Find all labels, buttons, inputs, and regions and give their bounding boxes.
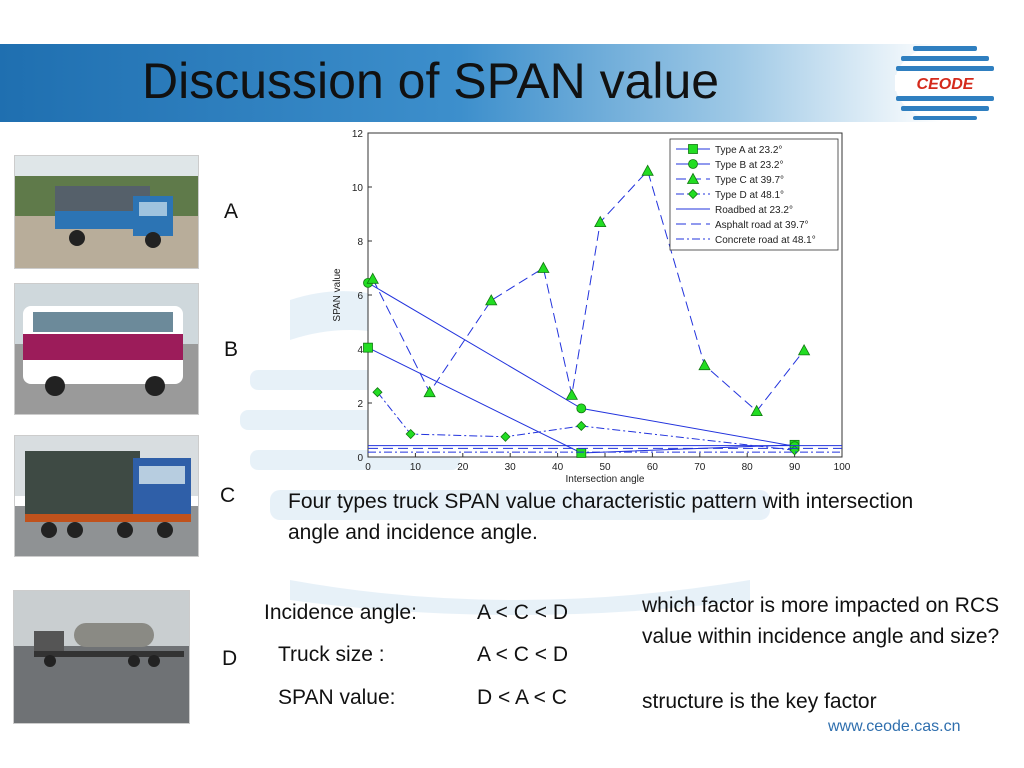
chart-svg <box>326 124 856 485</box>
truck-label-c: C <box>220 484 236 507</box>
y-tick-label: 12 <box>351 129 363 140</box>
x-tick-label: 100 <box>833 462 851 473</box>
figure-caption: Four types truck SPAN value characteristic pattern with intersection angle and incidence angle. <box>288 490 914 544</box>
x-tick-label: 0 <box>365 462 371 473</box>
x-tick-label: 20 <box>457 462 469 473</box>
span-value-chart <box>326 124 856 485</box>
comparison-label-size: Truck size : <box>278 643 385 666</box>
slide-title: Discussion of SPAN value <box>142 53 720 109</box>
truck-label-b: B <box>224 338 239 361</box>
truck-label-d: D <box>222 647 238 670</box>
truck-label-a: A <box>224 200 239 223</box>
legend-entry-3: Type D at 48.1° <box>715 190 785 201</box>
question-text: which factor is more impacted on RCS value within incidence angle and size? <box>642 594 1000 648</box>
x-tick-label: 90 <box>789 462 801 473</box>
legend-entry-2: Type C at 39.7° <box>715 175 785 186</box>
truck-a-photo <box>14 155 199 269</box>
x-tick-label: 80 <box>741 462 753 473</box>
legend-entry-1: Type B at 23.2° <box>715 160 784 171</box>
legend-entry-0: Type A at 23.2° <box>715 145 783 156</box>
comparison-value-span: D < A < C <box>477 686 567 709</box>
x-tick-label: 70 <box>694 462 706 473</box>
x-tick-label: 40 <box>552 462 564 473</box>
x-tick-label: 30 <box>504 462 516 473</box>
comparison-label-incidence: Incidence angle: <box>264 601 417 624</box>
ceode-logo <box>893 42 997 124</box>
legend-entry-5: Asphalt road at 39.7° <box>715 220 809 231</box>
comparison-value-size: A < C < D <box>477 643 569 666</box>
answer-text: structure is the key factor <box>642 690 877 713</box>
logo-text: CEODE <box>916 76 974 93</box>
legend-marker-1 <box>689 160 698 169</box>
legend-entry-4: Roadbed at 23.2° <box>715 205 793 216</box>
y-tick-label: 10 <box>351 183 363 194</box>
series-0-point <box>577 448 586 457</box>
y-tick-label: 6 <box>357 291 363 302</box>
series-1-point <box>577 404 586 413</box>
website-url: www.ceode.cas.cn <box>828 718 961 735</box>
y-tick-label: 0 <box>357 453 363 464</box>
comparison-value-incidence: A < C < D <box>477 601 569 624</box>
comparison-label-span: SPAN value: <box>278 686 396 709</box>
y-axis-label: SPAN value <box>332 268 343 322</box>
y-tick-label: 4 <box>357 345 363 356</box>
x-axis-label: Intersection angle <box>565 474 645 485</box>
truck-c-photo <box>14 435 199 557</box>
y-tick-label: 8 <box>357 237 363 248</box>
truck-d-photo <box>13 590 190 724</box>
y-tick-label: 2 <box>357 399 363 410</box>
legend-entry-6: Concrete road at 48.1° <box>715 235 816 246</box>
legend-marker-0 <box>689 145 698 154</box>
x-tick-label: 10 <box>409 462 421 473</box>
x-tick-label: 60 <box>646 462 658 473</box>
x-tick-label: 50 <box>599 462 611 473</box>
truck-b-photo <box>14 283 199 415</box>
series-0-point <box>364 343 373 352</box>
